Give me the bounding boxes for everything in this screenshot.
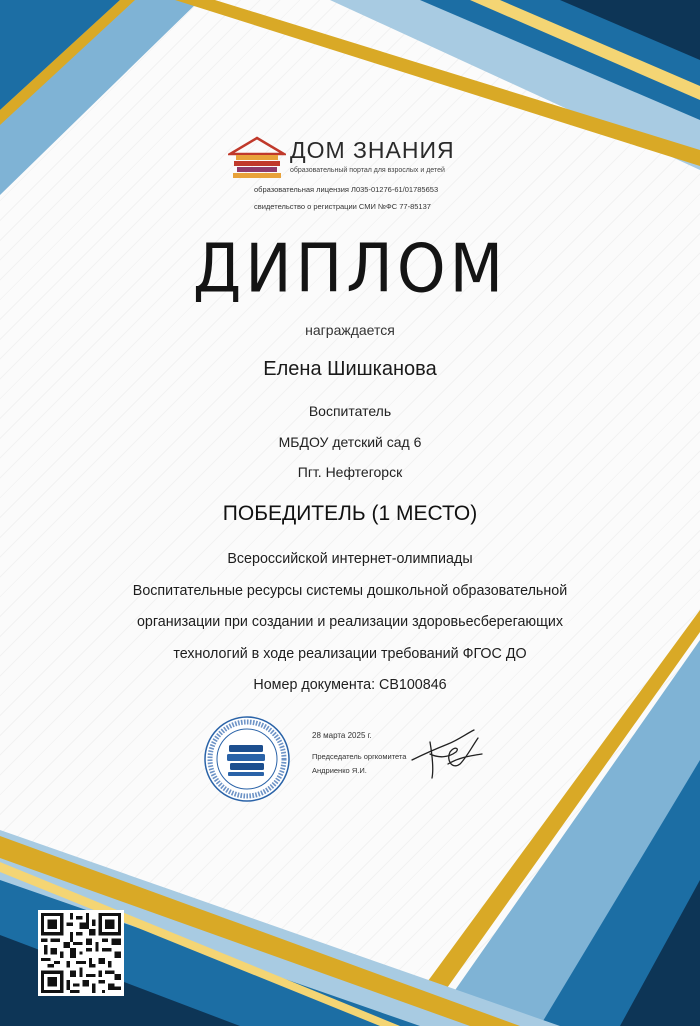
olympiad-line: Воспитательные ресурсы системы дошкольной образовательной — [132, 582, 568, 599]
qr-code-pattern — [41, 913, 121, 993]
license-text: образовательная лицензия Л035-01276-61/01785653 — [254, 185, 439, 194]
registration-text: свидетельство о регистрации СМИ №ФС 77-85137 — [254, 202, 431, 211]
organization-seal — [203, 715, 291, 803]
diploma-title: ДИПЛОМ — [192, 229, 508, 308]
logo-subtitle: образовательный портал для взрослых и детей — [290, 167, 445, 174]
olympiad-line: Всероссийской интернет-олимпиады — [227, 551, 473, 567]
signer-name: Андриенко Я.И. — [312, 766, 367, 775]
awarded-label: награждается — [305, 322, 395, 338]
portal-logo — [228, 132, 478, 214]
qr-code — [38, 910, 124, 996]
olympiad-line: технологий в ходе реализации требований ФГОС ДО — [173, 645, 527, 662]
signature-date: 28 марта 2025 г. — [312, 731, 372, 740]
signature — [408, 724, 486, 782]
recipient-organization: МБДОУ детский сад 6 — [278, 434, 422, 450]
olympiad-line: организации при создании и реализации здоровьесберегающих — [136, 614, 564, 630]
award-title: ПОБЕДИТЕЛЬ (1 МЕСТО) — [222, 502, 478, 525]
logo-title: ДОМ ЗНАНИЯ — [290, 137, 455, 163]
books-logo-icon — [228, 136, 286, 180]
olympiad-description — [0, 544, 700, 702]
recipient-name: Елена Шишканова — [263, 358, 437, 380]
signer-role: Председатель оргкомитета — [312, 752, 407, 761]
recipient-city: Пгт. Нефтегорск — [297, 464, 403, 480]
document-number: Номер документа: СВ100846 — [253, 677, 447, 693]
recipient-position: Воспитатель — [308, 403, 392, 419]
